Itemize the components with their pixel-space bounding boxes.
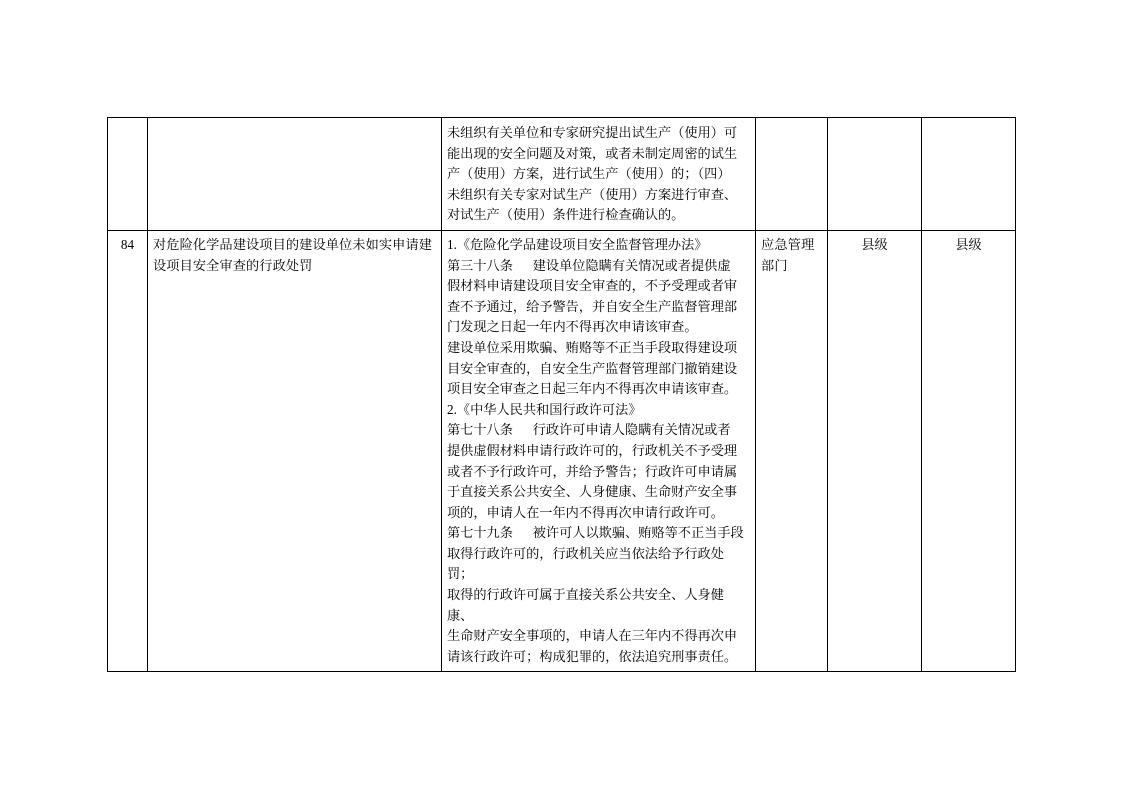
basis-line: 1.《危险化学品建设项目安全监督管理办法》	[447, 236, 708, 252]
basis-line: 取得的行政许可属于直接关系公共安全、人身健康、	[447, 587, 724, 623]
row-level-two	[922, 118, 1016, 231]
basis-line: 生命财产安全事项的，申请人在三年内不得再次申	[447, 628, 738, 644]
basis-line: 第七十九条 被许可人以欺骗、贿赂等不正当手段	[447, 525, 744, 541]
basis-line: 对试生产（使用）条件进行检查确认的。	[447, 207, 685, 223]
row-legal-basis	[442, 118, 756, 231]
row-item-name: 对危险化学品建设项目的建设单位未如实申请建设项目安全审查的行政处罚	[148, 230, 442, 671]
row-level-two: 县级	[922, 230, 1016, 671]
row-department: 应急管理部门	[756, 230, 828, 671]
row-level-one: 县级	[828, 230, 922, 671]
table-container	[107, 117, 1015, 672]
basis-line: 于直接关系公共安全、人身健康、生命财产安全事	[447, 484, 738, 500]
basis-line: 或者不予行政许可，并给予警告；行政许可申请属	[447, 463, 738, 479]
row-legal-basis	[442, 230, 756, 671]
basis-line: 门发现之日起一年内不得再次申请该审查。	[447, 319, 698, 335]
row-department	[756, 118, 828, 231]
regulation-table	[107, 117, 1016, 672]
basis-line: 第三十八条 建设单位隐瞒有关情况或者提供虚	[447, 257, 731, 273]
basis-line: 假材料申请建设项目安全审查的，不予受理或者审	[447, 278, 738, 294]
basis-line: 目安全审查的，自安全生产监督管理部门撤销建设	[447, 360, 738, 376]
basis-line: 取得行政许可的，行政机关应当依法给予行政处罚；	[447, 545, 724, 582]
row-item-name	[148, 118, 442, 231]
basis-line: 项目安全审查之日起三年内不得再次申请该审查。	[447, 381, 738, 397]
table-row	[108, 230, 1016, 671]
basis-line: 能出现的安全问题及对策，或者未制定周密的试生	[447, 145, 738, 161]
basis-line: 2.《中华人民共和国行政许可法》	[447, 401, 642, 417]
row-number	[108, 118, 148, 231]
basis-line: 第七十八条 行政许可申请人隐瞒有关情况或者	[447, 422, 731, 438]
basis-line: 提供虚假材料申请行政许可的，行政机关不予受理	[447, 442, 738, 458]
basis-line: 未组织有关单位和专家研究提出试生产（使用）可	[447, 125, 738, 140]
basis-line: 建设单位采用欺骗、贿赂等不正当手段取得建设项	[447, 339, 738, 355]
basis-line: 请该行政许可；构成犯罪的，依法追究刑事责任。	[447, 648, 738, 664]
basis-line: 查不予通过，给予警告，并自安全生产监督管理部	[447, 298, 738, 314]
basis-line: 产（使用）方案，进行试生产（使用）的；（四）	[447, 166, 731, 182]
row-level-one	[828, 118, 922, 231]
basis-line: 项的，申请人在一年内不得再次申请行政许可。	[447, 504, 724, 520]
row-number: 84	[108, 230, 148, 671]
basis-line: 未组织有关专家对试生产（使用）方案进行审查、	[447, 186, 738, 202]
table-row	[108, 118, 1016, 231]
